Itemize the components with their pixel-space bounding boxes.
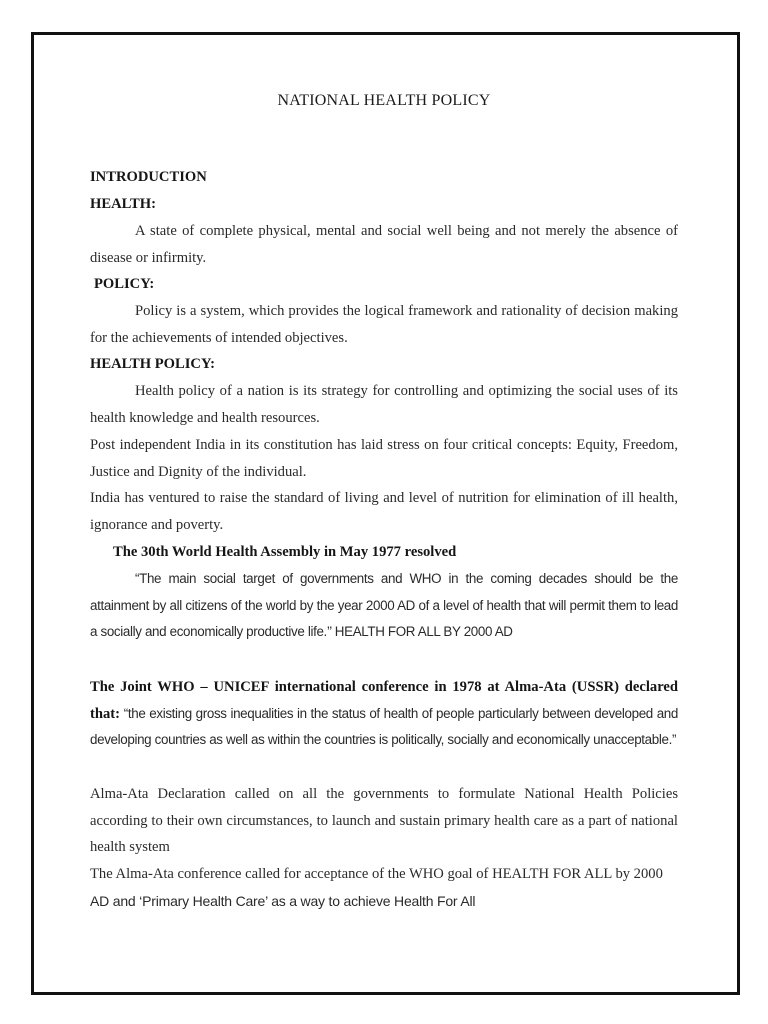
joint-conference-heading: The Joint WHO – UNICEF international conference in 1978 at Alma-Ata (USSR) declared that:: [90, 679, 678, 722]
india-ventured-paragraph: India has ventured to raise the standard of living and level of nutrition for elimination of ill health, ignorance and poverty.: [90, 490, 678, 533]
alma-ata-declaration-paragraph: [90, 674, 678, 754]
post-independent-paragraph: Post independent India in its constitution has laid stress on four critical concepts: Equity, Freedom, Justice and Dignity of the individual.: [90, 437, 678, 480]
joint-conference-quote: “the existing gross inequalities in the status of health of people particularly between developed and developing countries as well as within the countries is politically, socially and economically unacceptable.”: [90, 705, 678, 748]
world-health-assembly-quote: “The main social target of governments and WHO in the coming decades should be the attainment by all citizens of the world by the year 2000 AD of a level of health that will permit them to lead a socially and economically productive life.’’ HEALTH FOR ALL BY 2000 AD: [90, 571, 678, 640]
health-policy-heading: HEALTH POLICY:: [90, 356, 216, 372]
world-health-assembly-heading: The 30th World Health Assembly in May 1977 resolved: [113, 544, 457, 560]
policy-definition: Policy is a system, which provides the logical framework and rationality of decision making for the achievements of intended objectives.: [90, 303, 678, 346]
health-heading: HEALTH:: [90, 196, 156, 212]
policy-heading: POLICY:: [94, 276, 155, 292]
alma-ata-conference-paragraph: [90, 861, 678, 915]
introduction-heading: INTRODUCTION: [90, 169, 207, 185]
document-title: NATIONAL HEALTH POLICY: [277, 92, 491, 109]
alma-ata-conference-line-2: AD and ‘Primary Health Care’ as a way to achieve Health For All: [90, 892, 476, 909]
health-definition: A state of complete physical, mental and social well being and not merely the absence of disease or infirmity.: [90, 223, 678, 266]
health-policy-definition: Health policy of a nation is its strategy for controlling and optimizing the social uses of its health knowledge and health resources.: [90, 383, 678, 426]
alma-ata-call-paragraph: Alma-Ata Declaration called on all the governments to formulate National Health Policies according to their own circumstances, to launch and sustain primary health care as a part of national health system: [90, 786, 678, 856]
alma-ata-conference-line-1: The Alma-Ata conference called for acceptance of the WHO goal of HEALTH FOR ALL by 2000: [90, 866, 663, 882]
